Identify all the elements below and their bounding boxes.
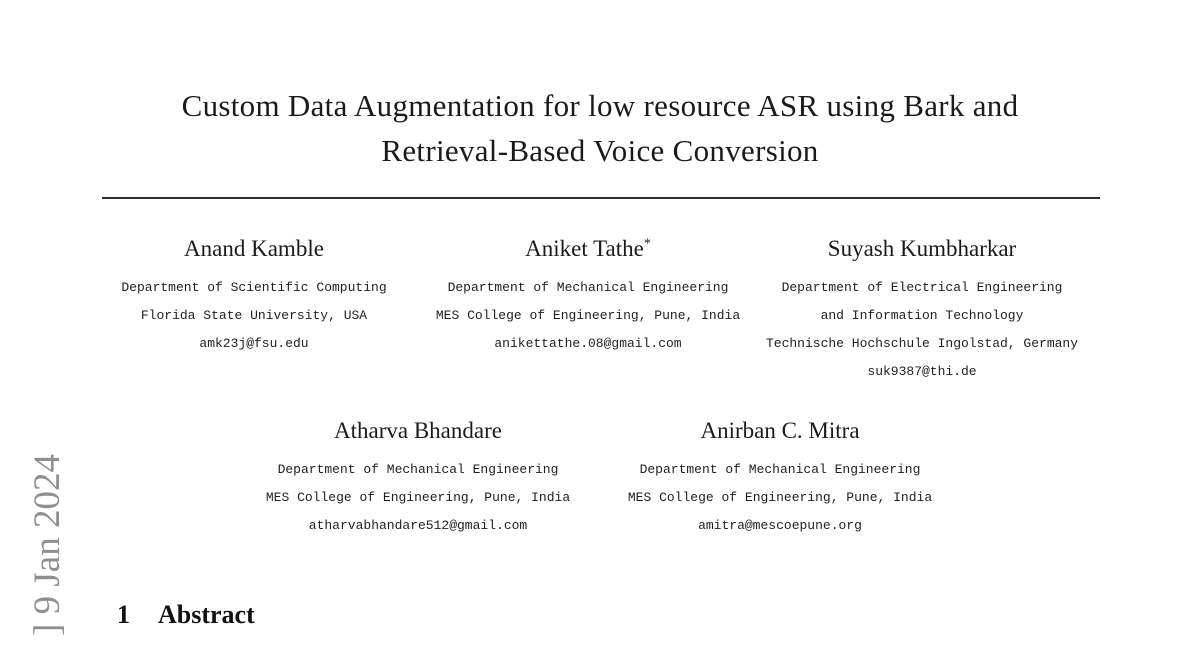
paper-title: Custom Data Augmentation for low resource ASR using Bark and Retrieval-Based Voice Conversion [181,88,1019,168]
author-affiliation-line: Department of Electrical Engineering [781,280,1063,295]
author-asterisk: * [643,236,651,252]
arxiv-date-stamp: ] 9 Jan 2024 [27,454,68,636]
author-name-text: Anand Kamble [184,236,324,261]
section-number: 1 [117,600,130,629]
author-affiliation-line: MES College of Engineering, Pune, India [627,490,933,505]
author-affiliation-line: MES College of Engineering, Pune, India [265,490,571,505]
author-affiliation-line: and Information Technology [820,308,1024,323]
title-separator-rule [102,197,1100,199]
author-name-text: Anirban C. Mitra [700,418,860,443]
author-email: suk9387@thi.de [867,364,977,379]
author-affiliation-line: Department of Scientific Computing [121,280,387,295]
author-email: amk23j@fsu.edu [199,336,309,351]
author-name [436,236,740,262]
author-name [121,236,386,262]
author-affiliation-line: Department of Mechanical Engineering [639,462,921,477]
author-affiliation-line: Florida State University, USA [140,308,368,323]
author-block [628,418,932,540]
author-block [121,236,386,358]
section-heading [117,600,255,630]
author-affiliation-line: Department of Mechanical Engineering [277,462,559,477]
section-title: Abstract [158,600,255,629]
author-block [766,236,1078,386]
author-name-text: Atharva Bhandare [334,418,502,443]
author-affiliation-line: MES College of Engineering, Pune, India [435,308,741,323]
author-block [436,236,740,358]
author-affiliation-line: Technische Hochschule Ingolstad, Germany [765,336,1079,351]
author-name [766,236,1078,262]
author-block [266,418,570,540]
author-name-text: Suyash Kumbharkar [827,236,1017,261]
author-affiliation-line: Department of Mechanical Engineering [447,280,729,295]
author-email: amitra@mescoepune.org [698,518,862,533]
author-name-text: Aniket Tathe [525,236,644,261]
author-name [266,418,570,444]
author-email: anikettathe.08@gmail.com [494,336,682,351]
author-email: atharvabhandare512@gmail.com [308,518,528,533]
author-name [628,418,932,444]
